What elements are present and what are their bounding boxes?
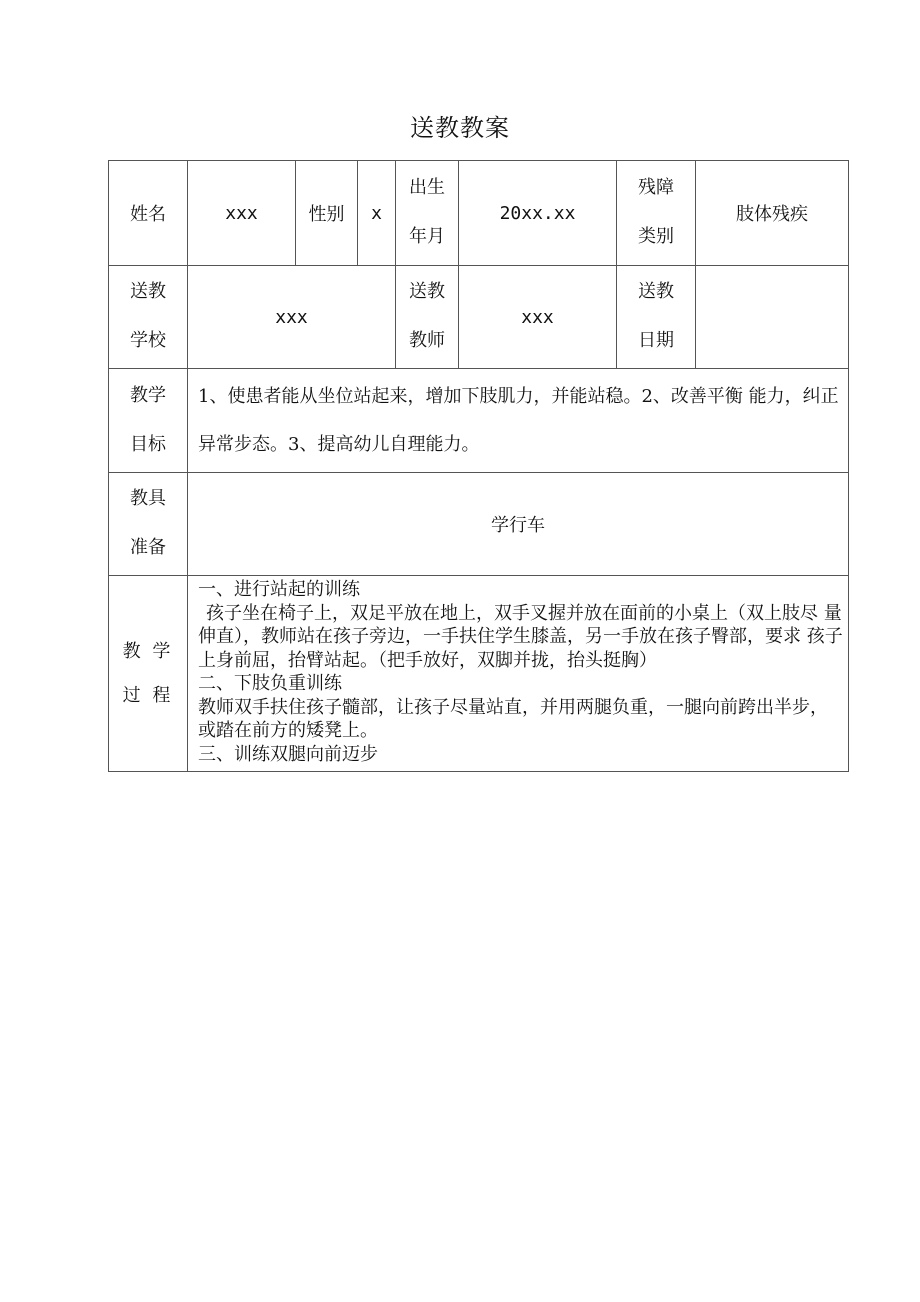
process-heading-1: 一、进行站起的训练 — [198, 579, 360, 600]
process-paragraph-1: 孩子坐在椅子上，双足平放在地上，双手叉握并放在面前的小桌上（双上肢尽 量伸直），教师站在孩子旁边，一手扶住学生膝盖，另一手放在孩子臀部，要求 孩子上身前屈，抬臂站起。（把手放好，双脚并拢，抬头挺胸） — [198, 602, 843, 671]
name-label: 姓名 — [109, 161, 188, 266]
page-title: 送教教案 — [410, 114, 510, 142]
gender-label: 性别 — [296, 161, 358, 266]
process-content — [188, 576, 849, 772]
disability-label-line-1: 残障 — [638, 177, 674, 199]
school-label — [109, 266, 188, 369]
goals-label-line-1: 教学 — [130, 384, 166, 406]
materials-label-line-1: 教具 — [130, 488, 166, 510]
school-value: xxx — [188, 266, 396, 369]
name-value: xxx — [188, 161, 296, 266]
process-paragraph-2: 教师双手扶住孩子髓部，让孩子尽量站直，并用两腿负重，一腿向前跨出半步， 或踏在前方的矮凳上。 — [198, 696, 828, 741]
goals-label — [109, 369, 188, 473]
info-row-2 — [109, 266, 849, 369]
goals-row — [109, 369, 849, 473]
process-label-line-1: 教 学 — [122, 641, 174, 663]
school-label-line-1: 送教 — [130, 281, 166, 303]
date-value — [696, 266, 849, 369]
teacher-label — [396, 266, 459, 369]
materials-label — [109, 473, 188, 576]
materials-row — [109, 473, 849, 576]
birth-value: 20xx.xx — [459, 161, 617, 266]
disability-label — [617, 161, 696, 266]
disability-label-line-2: 类别 — [638, 226, 674, 247]
teacher-value: xxx — [459, 266, 617, 369]
process-label-line-2: 过 程 — [122, 684, 174, 706]
goals-text: 1、使患者能从坐位站起来，增加下肢肌力，并能站稳。2、改善平衡 能力，纠正异常步态。3、提高幼儿自理能力。 — [188, 369, 849, 473]
school-label-line-2: 学校 — [130, 330, 166, 351]
goals-label-line-2: 目标 — [130, 433, 166, 455]
disability-value: 肢体残疾 — [696, 161, 849, 266]
lesson-plan-table — [108, 160, 849, 772]
date-label-line-2: 日期 — [638, 330, 674, 351]
process-heading-3: 三、训练双腿向前迈步 — [198, 743, 378, 765]
birth-label-line-2: 年月 — [409, 226, 445, 247]
process-heading-2: 二、下肢负重训练 — [198, 673, 342, 694]
teacher-label-line-1: 送教 — [409, 281, 445, 303]
materials-label-line-2: 准备 — [130, 537, 166, 558]
info-row-1 — [109, 161, 849, 266]
materials-value: 学行车 — [188, 473, 849, 576]
process-label — [109, 576, 188, 772]
process-row — [109, 576, 849, 772]
birth-label — [396, 161, 459, 266]
gender-value: x — [358, 161, 396, 266]
date-label — [617, 266, 696, 369]
date-label-line-1: 送教 — [638, 281, 674, 303]
teacher-label-line-2: 教师 — [409, 330, 445, 351]
birth-label-line-1: 出生 — [409, 177, 445, 199]
